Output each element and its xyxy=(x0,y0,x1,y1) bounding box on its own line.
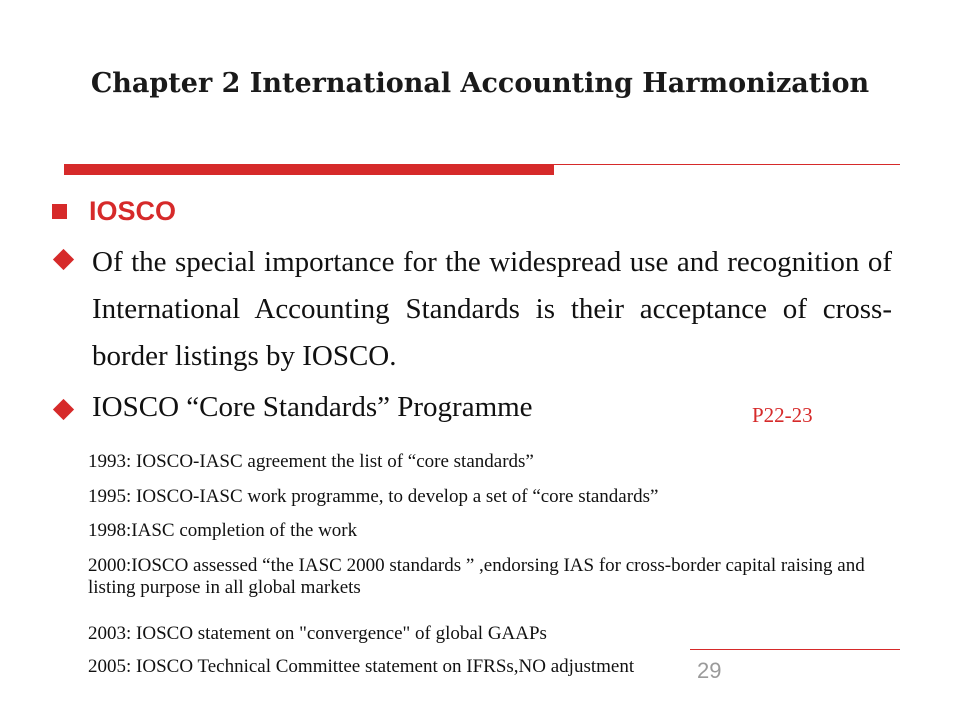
timeline-item: 1998:IASC completion of the work xyxy=(88,520,358,541)
title-underline-thin xyxy=(554,164,900,165)
slide-title: Chapter 2 International Accounting Harmonization xyxy=(90,68,870,99)
timeline-item: 1993: IOSCO-IASC agreement the list of “core standards” xyxy=(88,451,534,472)
footer-rule xyxy=(690,649,900,650)
diamond-bullet-icon xyxy=(53,249,74,270)
page-reference: P22-23 xyxy=(752,403,813,427)
section-heading xyxy=(52,196,176,227)
square-bullet-icon xyxy=(52,204,67,219)
timeline-item: 2003: IOSCO statement on "convergence" of global GAAPs xyxy=(88,623,547,644)
bullet-paragraph-2: IOSCO “Core Standards” Programme xyxy=(92,391,533,423)
timeline-item: 1995: IOSCO-IASC work programme, to develop a set of “core standards” xyxy=(88,486,659,507)
timeline-item: 2000:IOSCO assessed “the IASC 2000 standards ” ,endorsing IAS for cross-border capital raising and listing purpose in all global markets xyxy=(88,555,865,598)
section-heading-label: IOSCO xyxy=(89,196,177,226)
diamond-bullet-icon xyxy=(53,399,74,420)
bullet-paragraph-1: Of the special importance for the widespread use and recognition of International Accounting Standards is their acceptance of cross-border listings by IOSCO. xyxy=(92,246,892,372)
page-number: 29 xyxy=(697,658,722,683)
title-underline-thick xyxy=(64,164,554,175)
timeline-item: 2005: IOSCO Technical Committee statement on IFRSs,NO adjustment xyxy=(88,656,635,677)
